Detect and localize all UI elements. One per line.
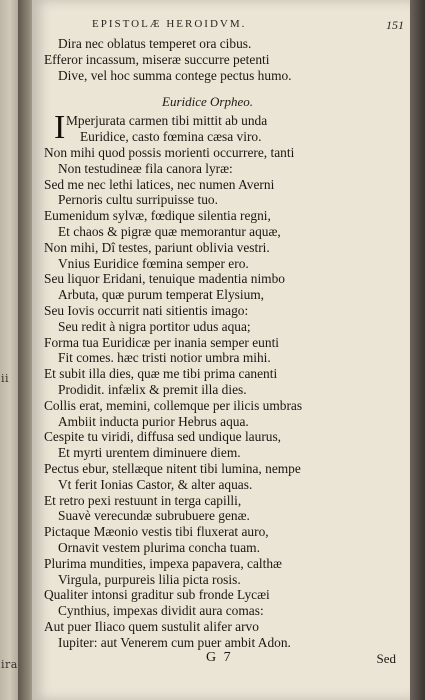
verse-line: Non testudineæ fila canora lyræ: — [58, 160, 233, 176]
verse-line: Seu redit à nigra portitor udus aqua; — [58, 318, 251, 334]
verse-line: Arbuta, quæ purum temperat Elysium, — [58, 287, 265, 303]
verse-line: Dira nec oblatus temperet ora cibus. — [58, 36, 252, 51]
book-page — [32, 0, 412, 700]
verse-line: Eumenidum sylvæ, fœdique silentia regni, — [44, 208, 271, 224]
verse-line: Vt ferit Ionias Castor, & alter aquas. — [58, 476, 253, 492]
drop-cap: I — [54, 109, 66, 146]
verse-line: Sed me nec lethi latices, nec numen Averni — [44, 176, 275, 192]
signature-mark: G 7 — [206, 650, 233, 665]
verse-line: Et retro pexi restuunt in terga capilli, — [44, 492, 242, 508]
verse-line: Seu liquor Eridani, tenuique madentia nimbo — [44, 271, 285, 287]
verse-line: Mperjurata carmen tibi mittit ab unda — [66, 113, 268, 128]
verse-line: Et chaos & pigræ quæ memorantur aquæ, — [58, 224, 281, 239]
verse-line: Et myrti urentem diminuere diem. — [58, 445, 241, 461]
verse-line: Iupiter: aut Venerem cum puer ambit Adon. — [58, 634, 291, 650]
verse-line: Pictaque Mæonio vestis tibi fluxerat auro, — [44, 524, 269, 540]
verse-line: Ambiit inducta purior Hebrus aqua. — [58, 413, 249, 429]
verse-line: Suavè verecundæ subrubuere genæ. — [58, 508, 250, 524]
page-number: 151 — [386, 18, 404, 32]
verse-line: Vnius Euridice fœmina semper ero. — [58, 255, 249, 271]
verse-line: Forma tua Euridicæ per inania semper eunti — [44, 334, 280, 350]
page-outer-edge — [410, 0, 425, 700]
verse-line: Ornavit vestem plurima concha tuam. — [58, 540, 260, 555]
verse-line: Pectus ebur, stellæque nitent tibi lumina, nempe — [44, 461, 301, 476]
verse-line: Cespite tu viridi, diffusa sed undique laurus, — [44, 429, 282, 445]
verse-line: Aut puer Iliaco quem sustulit alifer arvo — [44, 619, 259, 634]
running-head: EPISTOLÆ HEROIDVM. — [92, 18, 247, 30]
catchword: Sed — [376, 651, 396, 666]
verse-line: Fit comes. hæc tristi notior umbra mihi. — [58, 350, 271, 366]
verse-line: Prodidit. infælix & premit illa dies. — [58, 382, 247, 397]
verse-line: Seu Iovis occurrit nati sitientis imago: — [44, 303, 249, 318]
verse-line: Qualiter intonsi graditur sub fronde Lycæi — [44, 587, 270, 603]
verse-line: Cynthius, impexas dividit aura comas: — [58, 603, 264, 619]
verse-line: Et subit illa dies, quæ me tibi prima canenti — [44, 366, 278, 382]
poem-title: Euridice Orpheo. — [162, 94, 253, 109]
verse-line: Collis erat, memini, collemque per ilicis umbras — [44, 397, 303, 413]
verse-line: Euridice, casto fœmina cæsa viro. — [80, 129, 262, 144]
verse-line: Efferor incassum, miseræ succurre petenti — [44, 52, 270, 67]
previous-page-fragment: ira — [1, 658, 18, 671]
verse-line: Dive, vel hoc summa contege pectus humo. — [58, 68, 292, 83]
verse-line: Pernoris cultu surripuisse tuo. — [58, 192, 218, 208]
previous-page-fragment: ii — [1, 372, 10, 385]
verse-line: Virgula, purpureis lilia picta rosis. — [58, 571, 241, 587]
verse-line: Non mihi, Dî testes, pariunt oblivia vestri. — [44, 239, 270, 255]
verse-line: Plurima mundities, impexa papavera, calthæ — [44, 555, 282, 571]
verse-line: Non mihi quod possis morienti occurrere, tanti — [44, 145, 295, 160]
